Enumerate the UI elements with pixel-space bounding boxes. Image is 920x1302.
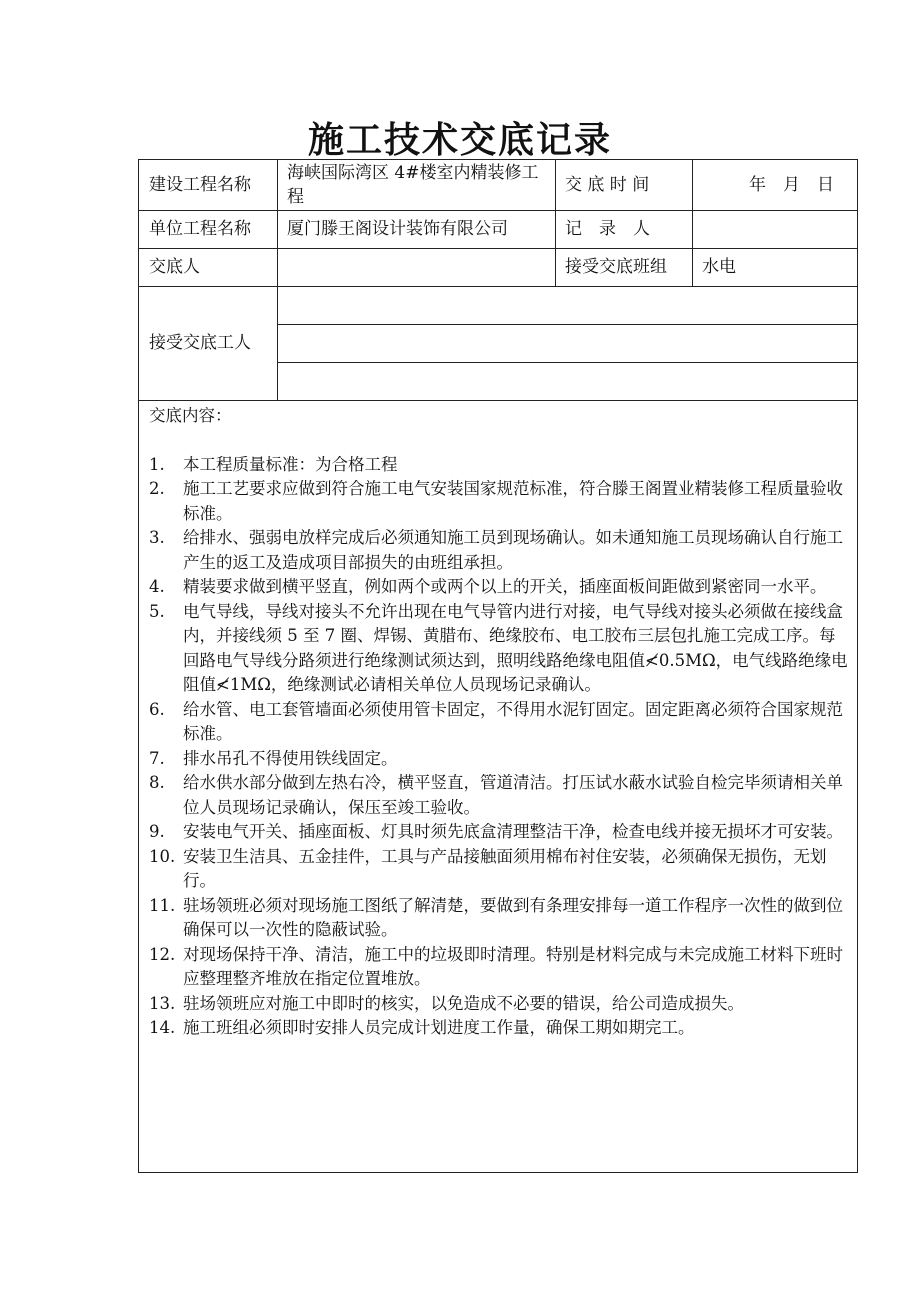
item-number: 7. [149, 748, 165, 768]
list-item [149, 600, 849, 698]
item-text: 驻场领班应对施工中即时的核实，以免造成不必要的错误，给公司造成损失。 [183, 993, 744, 1013]
row-divider [139, 248, 857, 249]
item-number: 10. [149, 846, 176, 866]
item-number: 1. [149, 454, 165, 474]
item-number: 5. [149, 601, 165, 621]
row-divider [139, 400, 857, 401]
list-item [149, 477, 849, 526]
item-number: 8. [149, 773, 165, 792]
recorder-label: 记 录 人 [565, 219, 650, 239]
item-number: 3. [149, 528, 165, 547]
row-divider [139, 286, 857, 287]
item-number: 4. [149, 577, 165, 596]
unit-name-value: 厦门滕王阁设计装饰有限公司 [287, 219, 508, 239]
item-text: 精装要求做到横平竖直，例如两个或两个以上的开关，插座面板间距做到紧密同一水平。 [183, 577, 827, 596]
item-text: 驻场领班必须对现场施工图纸了解清楚，要做到有条理安排每一道工作程序一次性的做到位确保可以一次性的隐蔽试验。 [183, 895, 843, 939]
unit-name-label: 单位工程名称 [149, 219, 251, 239]
item-number: 11. [149, 895, 176, 915]
list-item [149, 575, 849, 600]
item-text: 施工班组必须即时安排人员完成计划进度工作量，确保工期如期完工。 [183, 1018, 695, 1037]
list-item [149, 992, 849, 1017]
content-heading: 交底内容： [149, 406, 232, 425]
column-divider [277, 160, 278, 400]
project-name-value: 海峡国际湾区 4#楼室内精装修工程 [287, 163, 539, 207]
team-value: 水电 [702, 257, 736, 277]
page-title: 施工技术交底记录 [307, 119, 612, 161]
workers-label: 接受交底工人 [149, 333, 251, 353]
time-value: 年 月 日 [749, 175, 834, 195]
item-text: 排水吊孔不得使用铁线固定。 [183, 748, 398, 768]
list-item [149, 526, 849, 575]
item-text: 给水供水部分做到左热右冷，横平竖直，管道清洁。打压试水蔽水试验自检完毕须请相关单位人员现场记录确认，保压至竣工验收。 [183, 773, 843, 817]
item-number: 12. [149, 944, 176, 964]
column-divider [692, 160, 693, 286]
list-item [149, 1016, 849, 1041]
row-divider [277, 324, 857, 325]
handover-record-table [138, 159, 858, 1173]
list-item [149, 747, 849, 772]
item-text: 施工工艺要求应做到符合施工电气安装国家规范标准，符合滕王阁置业精装修工程质量验收标准。 [183, 479, 843, 523]
project-name-label: 建设工程名称 [149, 175, 251, 195]
item-text: 安装电气开关、插座面板、灯具时须先底盒清理整洁干净，检查电线并接无损坏才可安装。 [183, 822, 843, 841]
item-text: 电气导线，导线对接头不允许出现在电气导管内进行对接，电气导线对接头必须做在接线盒内，并接线须 5 至 7 圈、焊锡、黄腊布、绝缘胶布、电工胶布三层包扎施工完成工序。每回路电气导线分路须进行绝缘测试须达到，照明线路绝缘电阻值≮0.5MΩ，电气线路绝缘电阻值≮1MΩ，绝缘测试必请相关单位人员现场记录确认。 [183, 601, 848, 694]
item-number: 14. [149, 1018, 176, 1037]
briefer-label: 交底人 [149, 257, 200, 277]
item-text: 本工程质量标准：为合格工程 [183, 454, 398, 474]
item-number: 2. [149, 479, 165, 498]
time-label: 交 底 时 间 [565, 175, 650, 195]
list-item [149, 771, 849, 820]
row-divider [277, 362, 857, 363]
list-item [149, 453, 849, 478]
item-text: 安装卫生洁具、五金挂件，工具与产品接触面须用棉布衬住安装，必须确保无损伤，无划行。 [183, 846, 827, 890]
item-number: 6. [149, 699, 165, 719]
item-text: 对现场保持干净、清洁，施工中的垃圾即时清理。特别是材料完成与未完成施工材料下班时应整理整齐堆放在指定位置堆放。 [183, 944, 843, 988]
row-divider [139, 210, 857, 211]
list-item [149, 943, 849, 992]
list-item [149, 698, 849, 747]
content-list [149, 453, 849, 1041]
item-text: 给排水、强弱电放样完成后必须通知施工员到现场确认。如未通知施工员现场确认自行施工产生的返工及造成项目部损失的由班组承担。 [183, 528, 843, 572]
list-item [149, 894, 849, 943]
item-number: 13. [149, 993, 176, 1013]
item-text: 给水管、电工套管墙面必须使用管卡固定，不得用水泥钉固定。固定距离必须符合国家规范标准。 [183, 699, 843, 743]
list-item [149, 820, 849, 845]
item-number: 9. [149, 822, 165, 841]
column-divider [555, 160, 556, 286]
handover-content [149, 404, 849, 1041]
team-label: 接受交底班组 [565, 257, 667, 277]
list-item [149, 845, 849, 894]
